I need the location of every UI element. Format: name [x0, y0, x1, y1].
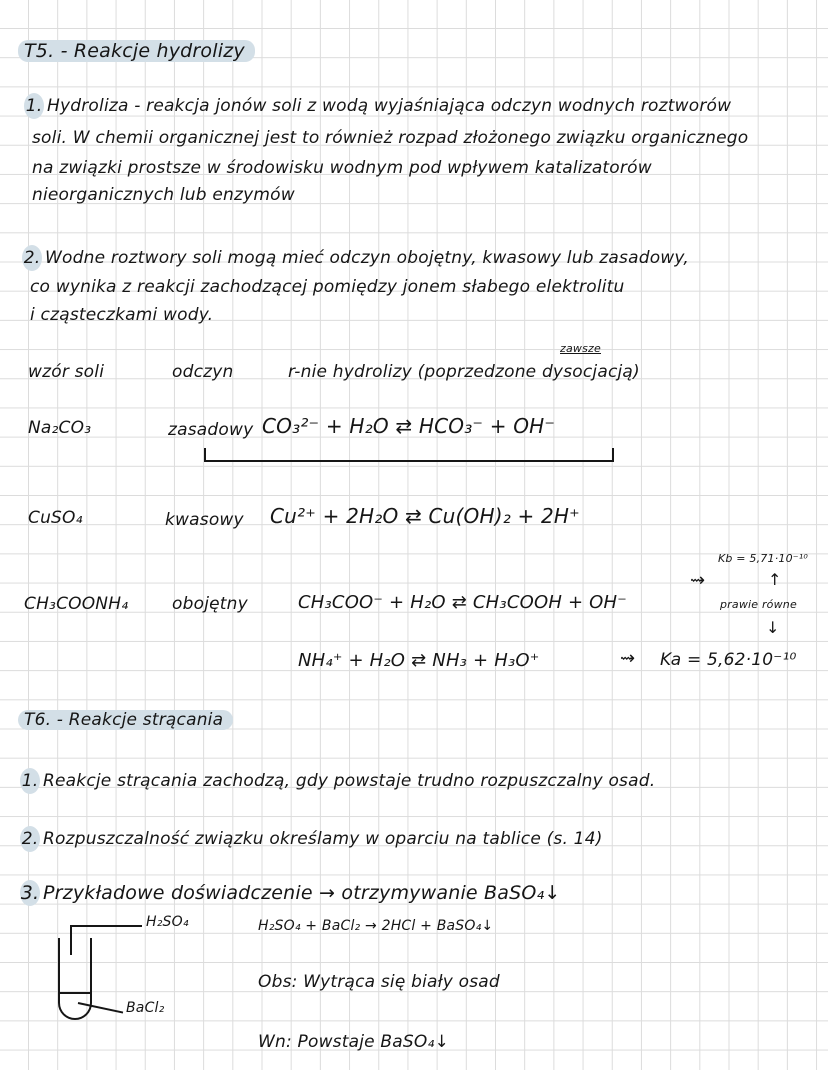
- text-line: Hydroliza - reakcja jonów soli z wodą wyjaśniająca odczyn wodnych roztworów: [47, 96, 732, 116]
- item-number: 2.: [20, 826, 40, 852]
- item-text: Przykładowe doświadczenie → otrzymywanie BaSO₄↓: [43, 882, 561, 904]
- text-line: nieorganicznych lub enzymów: [32, 185, 295, 205]
- liquid-level: [58, 992, 90, 994]
- text-line: co wynika z reakcji zachodzącej pomiędzy jonem słabego elektrolitu: [30, 277, 625, 297]
- arrow-up-icon: ↑: [768, 570, 782, 589]
- test-tube: [58, 938, 92, 1020]
- salt-formula: CuSO₄: [28, 508, 83, 528]
- pipette-line: [70, 925, 142, 927]
- list-item: [20, 768, 655, 794]
- bracket-tick: [612, 448, 614, 461]
- hydrolysis-reaction: CH₃COO⁻ + H₂O ⇄ CH₃COOH + OH⁻: [298, 592, 627, 613]
- salt-odczyn: zasadowy: [168, 420, 254, 440]
- hydrolysis-reaction-2: NH₄⁺ + H₂O ⇄ NH₃ + H₃O⁺: [298, 650, 540, 671]
- column-header-formula: wzór soli: [28, 362, 105, 382]
- section-title-t5: T5. - Reakcje hydrolizy: [18, 40, 255, 62]
- salt-odczyn: kwasowy: [165, 510, 244, 530]
- header-note: zawsze: [560, 342, 601, 355]
- squiggle-arrow-icon: ⇝: [690, 570, 706, 591]
- hydrolysis-reaction: Cu²⁺ + 2H₂O ⇄ Cu(OH)₂ + 2H⁺: [270, 504, 580, 528]
- section-title-t6: T6. - Reakcje strącania: [18, 710, 233, 730]
- text-line: i cząsteczkami wody.: [30, 305, 214, 325]
- item-text: Reakcje strącania zachodzą, gdy powstaje trudno rozpuszczalny osad.: [43, 771, 656, 791]
- item-text: Rozpuszczalność związku określamy w oparciu na tablice (s. 14): [43, 829, 603, 849]
- precipitation-equation: H₂SO₄ + BaCl₂ → 2HCl + BaSO₄↓: [258, 918, 494, 934]
- ka-value: Ka = 5,62·10⁻¹⁰: [660, 650, 797, 670]
- pipette-line: [70, 925, 72, 955]
- column-header-reaction: r-nie hydrolizy (poprzedzone dysocjacją): [288, 362, 640, 382]
- observation: Obs: Wytrąca się biały osad: [258, 972, 500, 992]
- conclusion: Wn: Powstaje BaSO₄↓: [258, 1032, 449, 1052]
- item-number: 3.: [20, 882, 40, 904]
- bracket-tick: [204, 448, 206, 461]
- salt-formula: Na₂CO₃: [28, 418, 92, 438]
- item-number: 2.: [22, 245, 42, 271]
- column-header-odczyn: odczyn: [172, 362, 234, 382]
- squiggle-arrow-icon: ⇝: [620, 648, 636, 669]
- item-number: 1.: [20, 768, 40, 794]
- bracket-line: [204, 460, 614, 462]
- salt-odczyn: obojętny: [172, 594, 248, 614]
- hydrolysis-reaction: CO₃²⁻ + H₂O ⇄ HCO₃⁻ + OH⁻: [262, 414, 556, 438]
- kb-note: prawie równe: [720, 598, 797, 611]
- list-item: [20, 880, 560, 906]
- text-line: na związki prostsze w środowisku wodnym pod wpływem katalizatorów: [32, 158, 652, 178]
- paragraph-1: [24, 93, 731, 119]
- list-item: [20, 826, 603, 852]
- text-line: Wodne roztwory soli mogą mieć odczyn obojętny, kwasowy lub zasadowy,: [45, 248, 689, 268]
- reagent-label-top: H₂SO₄: [146, 914, 189, 930]
- salt-formula: CH₃COONH₄: [24, 594, 129, 614]
- kb-value: Kb = 5,71·10⁻¹⁰: [718, 552, 809, 565]
- item-number: 1.: [24, 93, 44, 119]
- text-line: soli. W chemii organicznej jest to również rozpad złożonego związku organicznego: [32, 128, 749, 148]
- paragraph-2: [22, 245, 689, 271]
- arrow-down-icon: ↓: [766, 618, 780, 637]
- reagent-label-bottom: BaCl₂: [126, 1000, 165, 1016]
